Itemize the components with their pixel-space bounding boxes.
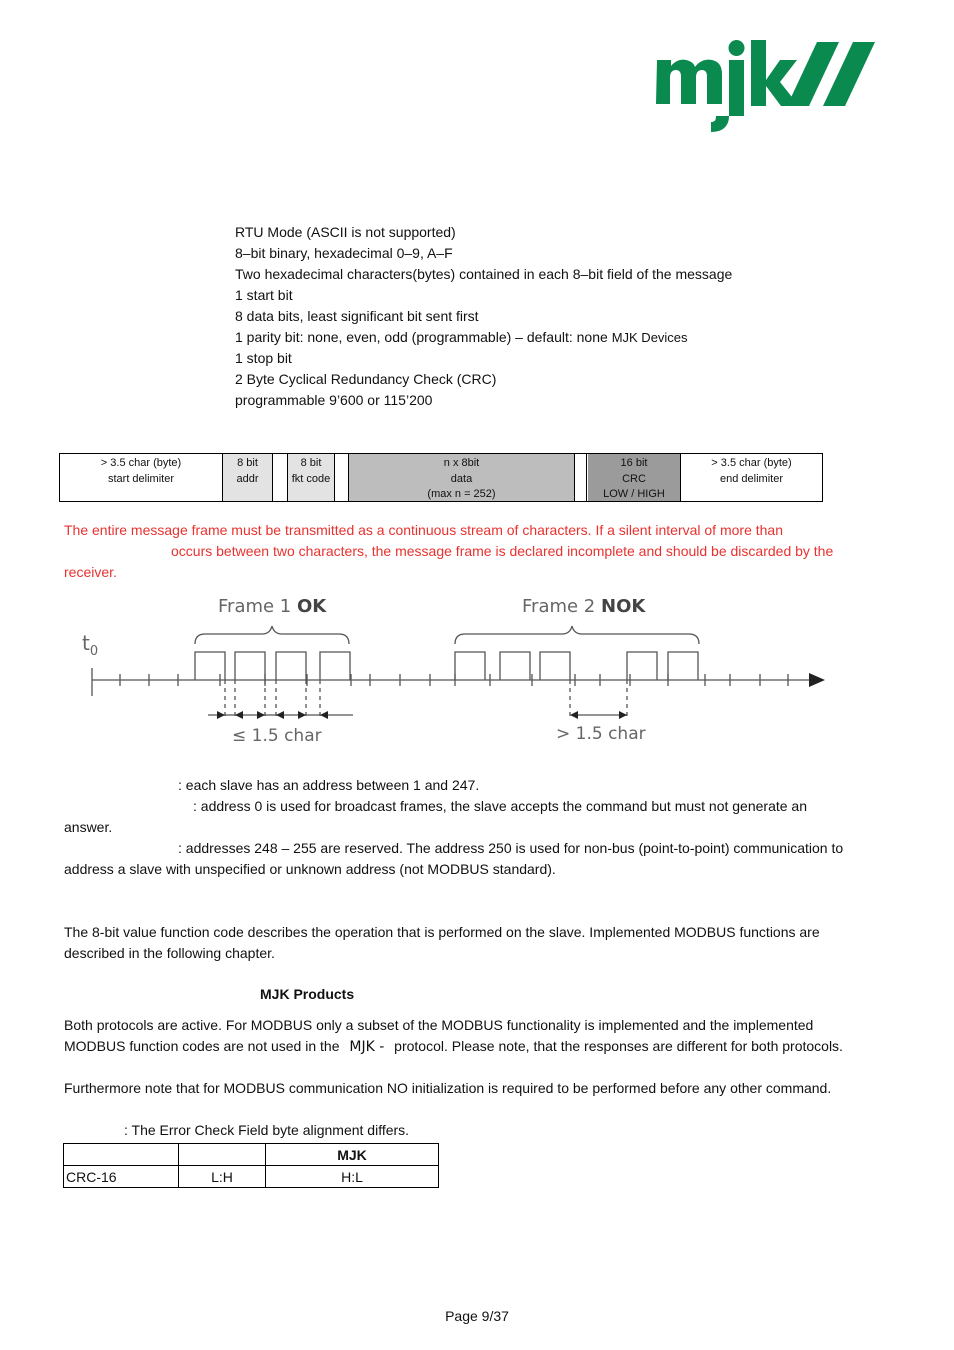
- frame2-pulses: [455, 652, 698, 680]
- function-line2: described in the following chapter.: [64, 945, 275, 961]
- message-frame-table: [59, 453, 823, 502]
- frame1-pulses: [195, 652, 350, 680]
- frame-data-line1: n x 8bit: [443, 457, 480, 469]
- protocols-line3: Furthermore note that for MODBUS communication NO initialization is required to be performed before any other command.: [64, 1080, 832, 1096]
- param-bytes: Two hexadecimal characters(bytes) contained in each 8–bit field of the message: [235, 266, 733, 282]
- header-cell-1: [64, 1144, 179, 1166]
- row-mjk-value: H:L: [266, 1166, 439, 1188]
- protocols-line1: Both protocols are active. For MODBUS only a subset of the MODBUS functionality is implemented and the implemented: [64, 1017, 814, 1033]
- le-1-5-char-label: ≤ 1.5 char: [232, 726, 322, 746]
- param-data-bits: 8 data bits, least significant bit sent first: [235, 308, 479, 324]
- crc-alignment-table: [63, 1143, 439, 1188]
- row-label: CRC-16: [64, 1166, 179, 1188]
- header-cell-mjk: MJK: [266, 1144, 439, 1166]
- frame-data: [349, 454, 575, 501]
- frame2-brace: [455, 626, 699, 644]
- param-parity-note: MJK Devices: [611, 330, 688, 345]
- function-line1: The 8-bit value function code describes the operation that is performed on the slave. Implemented MODBUS functions are: [64, 924, 820, 940]
- frame-end-line1: > 3.5 char (byte): [711, 457, 792, 469]
- param-coding: 8–bit binary, hexadecimal 0–9, A–F: [235, 245, 453, 261]
- param-parity: [235, 327, 688, 348]
- frame-crc-line3: LOW / HIGH: [603, 488, 665, 500]
- param-stop-bit: 1 stop bit: [235, 350, 292, 366]
- frame-gap-2: [334, 454, 349, 501]
- frame-func: [287, 454, 334, 501]
- param-crc: 2 Byte Cyclical Redundancy Check (CRC): [235, 371, 497, 387]
- protocols-line2-a: MODBUS function codes are not used in the: [64, 1038, 340, 1054]
- frame-end-line2: end delimiter: [720, 472, 783, 485]
- frame-end-delimiter: [681, 454, 822, 501]
- frame-data-line3: (max n = 252): [427, 488, 496, 500]
- param-parity-text: 1 parity bit: none, even, odd (programmable) – default: none: [235, 329, 608, 345]
- frame2-label: Frame 2 NOK: [522, 596, 646, 617]
- t0-label: $t_0$: [82, 631, 99, 659]
- frame-addr: [222, 454, 272, 501]
- row-modbus-value: L:H: [179, 1166, 266, 1188]
- header-cell-2: [179, 1144, 266, 1166]
- frame-addr-line1: 8 bit: [237, 457, 258, 469]
- param-start-bit: 1 start bit: [235, 287, 293, 303]
- warning-line2: occurs between two characters, the message frame is declared incomplete and should be discarded by the: [171, 543, 834, 559]
- frame-func-line2: fkt code: [291, 472, 331, 485]
- axis-arrow-icon: [809, 673, 825, 687]
- frame1-label: Frame 1 OK: [218, 596, 327, 617]
- frame-func-line1: 8 bit: [300, 457, 322, 469]
- address-line4: : addresses 248 – 255 are reserved. The address 250 is used for non-bus (point-to-point) communication to: [178, 840, 844, 856]
- frame-data-line2: data: [450, 472, 473, 485]
- param-mode: RTU Mode (ASCII is not supported): [235, 224, 456, 240]
- frame-start-line2: start delimiter: [107, 472, 175, 485]
- frame-gap-1: [272, 454, 287, 501]
- param-baud: programmable 9’600 or 115’200: [235, 392, 433, 408]
- frame1-brace: [195, 626, 349, 644]
- error-check-note: : The Error Check Field byte alignment differs.: [124, 1122, 410, 1138]
- table-row: [64, 1166, 439, 1188]
- mjk-logo: [655, 38, 897, 133]
- frame-start-delimiter: [60, 454, 222, 501]
- gt-1-5-char-label: > 1.5 char: [556, 724, 646, 744]
- address-line1: : each slave has an address between 1 and 247.: [178, 777, 480, 793]
- timing-diagram: [70, 590, 840, 750]
- frame-start-line1: > 3.5 char (byte): [100, 457, 182, 469]
- protocols-line2-mjk: MJK -: [349, 1039, 385, 1055]
- warning-line1: The entire message frame must be transmitted as a continuous stream of characters. If a silent interval of more than: [64, 522, 783, 538]
- address-line2: : address 0 is used for broadcast frames, the slave accepts the command but must not generate an: [193, 798, 807, 814]
- page-number: Page 9/37: [445, 1308, 509, 1324]
- table-header-row: [64, 1144, 439, 1166]
- frame-addr-line2: addr: [236, 472, 259, 485]
- frame-crc-line2: CRC: [622, 472, 646, 485]
- protocols-line2: [64, 1036, 843, 1058]
- address-line3: answer.: [64, 819, 113, 835]
- warning-line3: receiver.: [64, 564, 117, 580]
- address-line5: address a slave with unspecified or unknown address (not MODBUS standard).: [64, 861, 556, 877]
- frame-crc-line1: 16 bit: [620, 457, 648, 469]
- frame-crc: [588, 454, 681, 501]
- protocols-line2-c: protocol. Please note, that the responses are different for both protocols.: [394, 1038, 843, 1054]
- frame-gap-3: [575, 454, 587, 501]
- products-heading: MJK Products: [260, 986, 355, 1002]
